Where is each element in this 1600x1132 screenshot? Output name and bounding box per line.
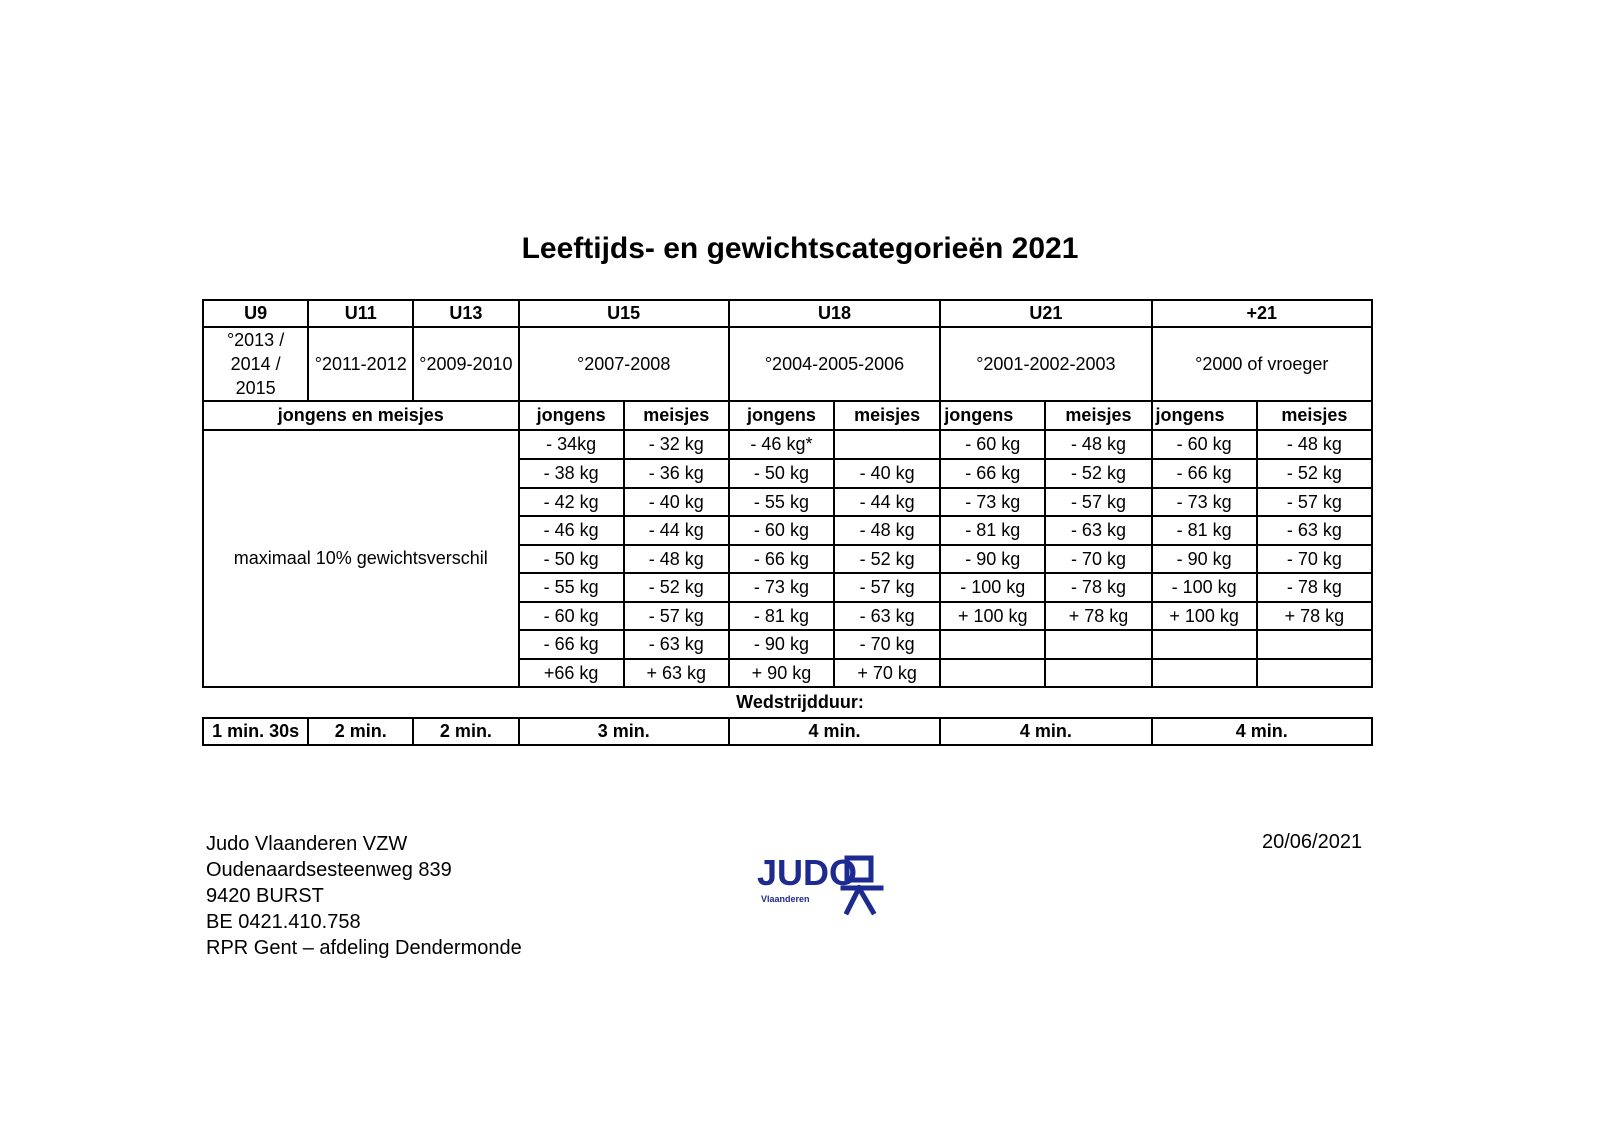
- address-line: BE 0421.410.758: [206, 911, 361, 933]
- weight-row: [203, 430, 1372, 459]
- organization-address: [206, 831, 522, 961]
- weight-cell-u21-girls: - 48 kg: [1045, 430, 1151, 459]
- gender-boys-u15: jongens: [519, 401, 624, 430]
- weight-cell-u18-girls: [834, 430, 940, 459]
- weight-cell-u15-girls: - 32 kg: [624, 430, 729, 459]
- gender-boys-plus21: jongens: [1152, 401, 1257, 430]
- weight-cell-u18-boys: - 66 kg: [729, 545, 834, 573]
- birth-years-u15: °2007-2008: [519, 327, 729, 401]
- birth-years-u21: °2001-2002-2003: [940, 327, 1151, 401]
- weight-cell-u18-boys: - 90 kg: [729, 630, 834, 659]
- weight-cell-u15-girls: - 52 kg: [624, 573, 729, 602]
- weight-cell-plus21-girls: - 63 kg: [1257, 516, 1372, 545]
- weight-cell-u15-girls: - 44 kg: [624, 516, 729, 545]
- duration-u21: 4 min.: [940, 718, 1151, 745]
- birth-year-row: [203, 327, 1372, 401]
- gender-girls-u18: meisjes: [834, 401, 940, 430]
- weight-cell-u21-girls: - 57 kg: [1045, 488, 1151, 516]
- weight-cell-u15-boys: - 42 kg: [519, 488, 624, 516]
- weight-cell-u18-boys: - 46 kg*: [729, 430, 834, 459]
- birth-years-u9: [203, 327, 308, 401]
- weight-cell-u21-boys: - 81 kg: [940, 516, 1045, 545]
- weight-cell-u15-boys: - 38 kg: [519, 459, 624, 488]
- weight-cell-u18-girls: - 70 kg: [834, 630, 940, 659]
- gender-girls-u21: meisjes: [1045, 401, 1151, 430]
- logo-text: JUDO: [757, 852, 858, 893]
- duration-u13: 2 min.: [413, 718, 518, 745]
- weight-cell-plus21-boys: [1152, 630, 1257, 659]
- weight-cell-u18-boys: + 90 kg: [729, 659, 834, 687]
- age-group-row: [203, 300, 1372, 327]
- birth-year-line: 2014 /: [230, 354, 281, 374]
- weight-cell-u15-boys: +66 kg: [519, 659, 624, 687]
- weight-rows: [203, 430, 1372, 687]
- birth-years-u18: °2004-2005-2006: [729, 327, 940, 401]
- weight-cell-u21-girls: + 78 kg: [1045, 602, 1151, 630]
- weight-cell-u18-boys: - 50 kg: [729, 459, 834, 488]
- weight-cell-u18-boys: - 55 kg: [729, 488, 834, 516]
- weight-cell-u15-girls: - 57 kg: [624, 602, 729, 630]
- weight-cell-plus21-girls: - 70 kg: [1257, 545, 1372, 573]
- weight-cell-plus21-boys: - 100 kg: [1152, 573, 1257, 602]
- age-group-plus21: +21: [1152, 300, 1372, 327]
- address-line: Oudenaardsesteenweg 839: [206, 859, 452, 881]
- logo-subtext: Vlaanderen: [761, 894, 810, 904]
- weight-cell-plus21-girls: + 78 kg: [1257, 602, 1372, 630]
- duration-plus21: 4 min.: [1152, 718, 1372, 745]
- duration-row: [203, 718, 1372, 745]
- age-group-u9: U9: [203, 300, 308, 327]
- weight-cell-plus21-boys: [1152, 659, 1257, 687]
- age-group-u13: U13: [413, 300, 518, 327]
- address-line: 9420 BURST: [206, 885, 324, 907]
- weight-cell-u21-boys: - 73 kg: [940, 488, 1045, 516]
- weight-cell-u18-girls: - 48 kg: [834, 516, 940, 545]
- weight-cell-u18-girls: - 52 kg: [834, 545, 940, 573]
- weight-cell-u21-girls: [1045, 630, 1151, 659]
- weight-cell-u15-boys: - 34kg: [519, 430, 624, 459]
- weight-cell-u18-girls: - 63 kg: [834, 602, 940, 630]
- weight-cell-plus21-boys: - 81 kg: [1152, 516, 1257, 545]
- duration-u9: 1 min. 30s: [203, 718, 308, 745]
- gender-boys-u18: jongens: [729, 401, 834, 430]
- birth-years-u13: °2009-2010: [413, 327, 518, 401]
- address-line: Judo Vlaanderen VZW: [206, 833, 408, 855]
- weight-cell-u18-boys: - 81 kg: [729, 602, 834, 630]
- weight-cell-u18-boys: - 60 kg: [729, 516, 834, 545]
- weight-cell-plus21-girls: - 57 kg: [1257, 488, 1372, 516]
- weight-cell-plus21-boys: - 90 kg: [1152, 545, 1257, 573]
- weight-cell-plus21-girls: [1257, 630, 1372, 659]
- judo-vlaanderen-logo: [757, 850, 885, 920]
- weight-cell-u15-girls: - 63 kg: [624, 630, 729, 659]
- weight-cell-u18-girls: - 57 kg: [834, 573, 940, 602]
- birth-year-line: 2015: [235, 378, 276, 398]
- weight-cell-u21-girls: - 78 kg: [1045, 573, 1151, 602]
- gender-combined: jongens en meisjes: [203, 401, 519, 430]
- gender-girls-plus21: meisjes: [1257, 401, 1372, 430]
- weight-cell-u21-boys: [940, 659, 1045, 687]
- page-title: Leeftijds- en gewichtscategorieën 2021: [521, 232, 1079, 265]
- weight-cell-plus21-girls: [1257, 659, 1372, 687]
- weight-cell-u15-girls: - 48 kg: [624, 545, 729, 573]
- weight-cell-plus21-boys: + 100 kg: [1152, 602, 1257, 630]
- weight-cell-u15-boys: - 66 kg: [519, 630, 624, 659]
- weight-cell-u15-boys: - 60 kg: [519, 602, 624, 630]
- weight-cell-u15-boys: - 46 kg: [519, 516, 624, 545]
- weight-cell-plus21-girls: - 52 kg: [1257, 459, 1372, 488]
- weight-cell-u21-boys: + 100 kg: [940, 602, 1045, 630]
- birth-year-line: °2013 /: [226, 330, 285, 350]
- weight-cell-u21-boys: - 100 kg: [940, 573, 1045, 602]
- weight-cell-u18-girls: - 44 kg: [834, 488, 940, 516]
- duration-table: [202, 717, 1373, 746]
- weight-cell-u21-girls: - 63 kg: [1045, 516, 1151, 545]
- weight-cell-u18-girls: - 40 kg: [834, 459, 940, 488]
- weight-cell-u21-boys: [940, 630, 1045, 659]
- weight-cell-u21-girls: [1045, 659, 1151, 687]
- weight-cell-u15-girls: - 40 kg: [624, 488, 729, 516]
- weight-cell-plus21-girls: - 78 kg: [1257, 573, 1372, 602]
- birth-years-plus21: °2000 of vroeger: [1152, 327, 1372, 401]
- weight-cell-u21-boys: - 66 kg: [940, 459, 1045, 488]
- age-group-u21: U21: [940, 300, 1151, 327]
- gender-boys-u21: jongens: [940, 401, 1045, 430]
- categories-table: [202, 299, 1373, 688]
- weight-cell-plus21-girls: - 48 kg: [1257, 430, 1372, 459]
- weight-cell-u15-girls: - 36 kg: [624, 459, 729, 488]
- weight-cell-plus21-boys: - 73 kg: [1152, 488, 1257, 516]
- weight-cell-u15-girls: + 63 kg: [624, 659, 729, 687]
- weight-cell-u15-boys: - 55 kg: [519, 573, 624, 602]
- document-date: 20/06/2021: [1262, 831, 1363, 853]
- weight-cell-u21-girls: - 52 kg: [1045, 459, 1151, 488]
- gender-row: [203, 401, 1372, 430]
- weight-cell-u18-girls: + 70 kg: [834, 659, 940, 687]
- duration-label: Wedstrijdduur:: [736, 692, 864, 712]
- duration-u11: 2 min.: [308, 718, 413, 745]
- address-line: RPR Gent – afdeling Dendermonde: [206, 937, 522, 959]
- age-group-u18: U18: [729, 300, 940, 327]
- age-group-u11: U11: [308, 300, 413, 327]
- weight-cell-u18-boys: - 73 kg: [729, 573, 834, 602]
- birth-years-u11: °2011-2012: [308, 327, 413, 401]
- youth-weight-note: maximaal 10% gewichtsverschil: [203, 430, 519, 687]
- weight-cell-u21-boys: - 90 kg: [940, 545, 1045, 573]
- weight-cell-u15-boys: - 50 kg: [519, 545, 624, 573]
- duration-u18: 4 min.: [729, 718, 940, 745]
- weight-cell-plus21-boys: - 60 kg: [1152, 430, 1257, 459]
- weight-cell-u21-boys: - 60 kg: [940, 430, 1045, 459]
- gender-girls-u15: meisjes: [624, 401, 729, 430]
- weight-cell-u21-girls: - 70 kg: [1045, 545, 1151, 573]
- duration-u15: 3 min.: [519, 718, 729, 745]
- weight-cell-plus21-boys: - 66 kg: [1152, 459, 1257, 488]
- age-group-u15: U15: [519, 300, 729, 327]
